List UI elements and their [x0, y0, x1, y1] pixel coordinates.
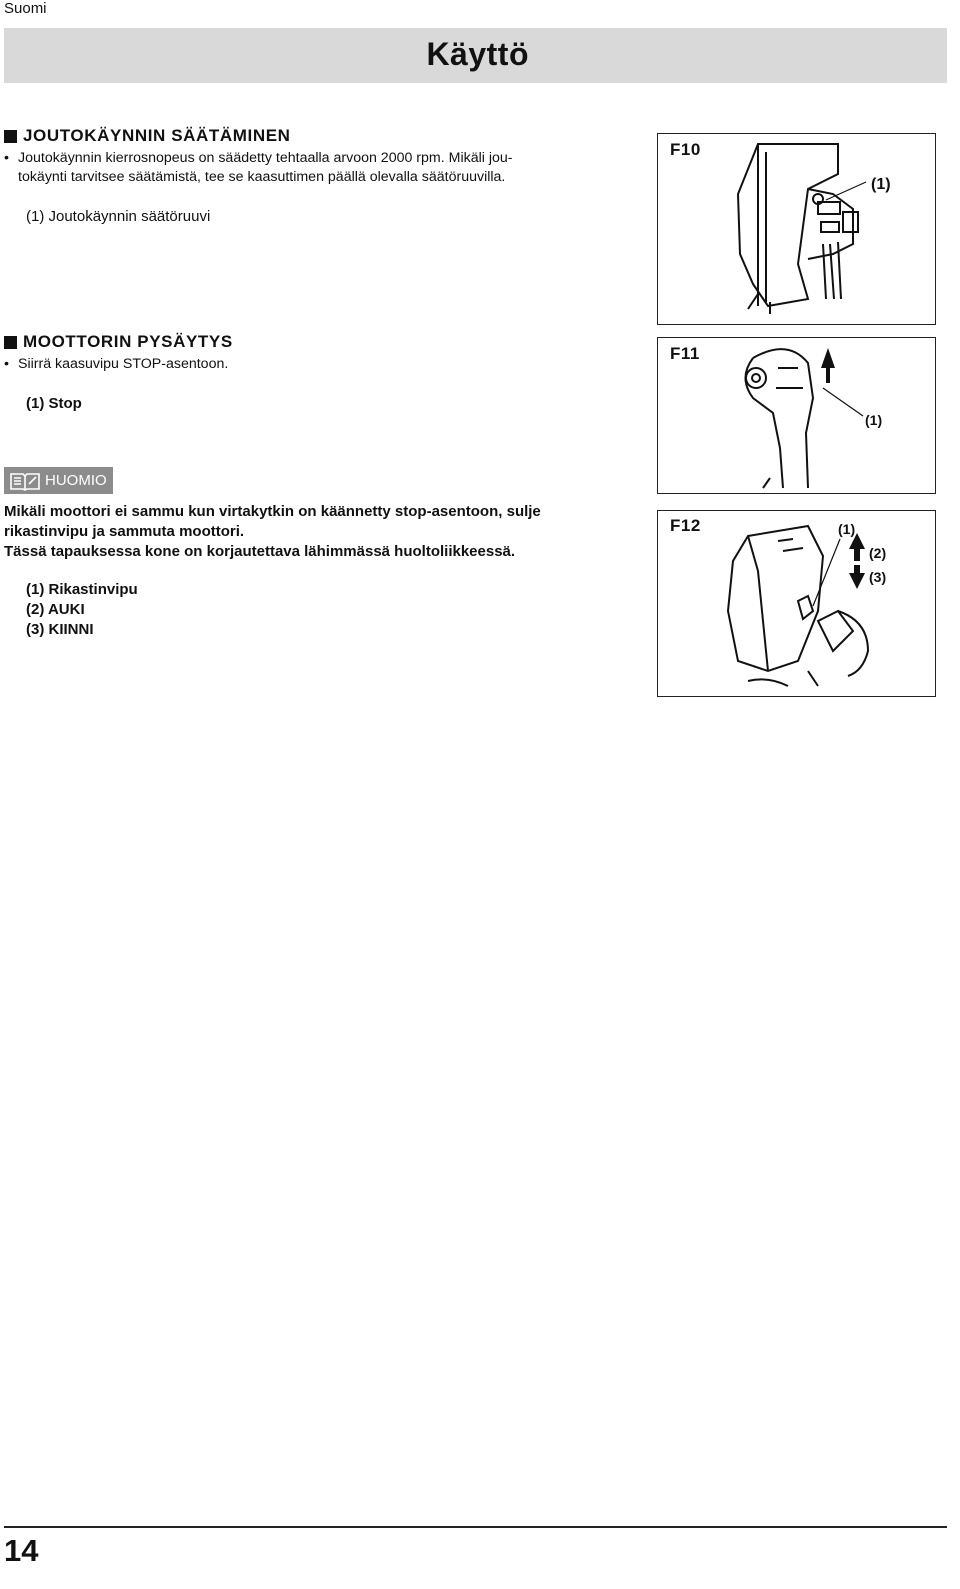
- choke-lever-illustration: [658, 511, 935, 696]
- figure-f12-callout-2: (2): [869, 545, 887, 561]
- note-legend: [26, 580, 138, 640]
- figure-f10-callout-1: (1): [871, 176, 891, 193]
- figure-f11-label: F11: [670, 344, 700, 363]
- note-badge-label: HUOMIO: [45, 472, 107, 489]
- figure-f12-label: F12: [670, 516, 701, 535]
- legend-stop: (1) Stop: [26, 395, 82, 412]
- page-number: 14: [4, 1533, 39, 1568]
- bullet-idle-line2: tokäynti tarvitsee säätämistä, tee se kaasuttimen päällä olevalla säätöruuvilla.: [18, 169, 506, 185]
- carburetor-illustration: [658, 134, 935, 324]
- bullet-stop-text: Siirrä kaasuvipu STOP-asentoon.: [18, 356, 229, 372]
- figure-f10: [657, 133, 936, 325]
- figure-f12-callout-3: (3): [869, 569, 887, 585]
- page-title: Käyttö: [426, 36, 529, 72]
- legend-choke-lever: (1) Rikastinvipu: [26, 581, 138, 598]
- note-line3: Tässä tapauksessa kone on korjautettava lähimmässä huoltoliikkeessä.: [4, 543, 516, 560]
- legend-open: (2) AUKI: [26, 601, 85, 618]
- figure-f10-label: F10: [670, 140, 701, 159]
- figure-f12-callout-1: (1): [838, 521, 856, 537]
- book-note-icon: [9, 470, 41, 492]
- footer-rule: [4, 1526, 947, 1528]
- section-heading-idle: [4, 126, 291, 146]
- bullet-stop: [4, 355, 604, 374]
- title-bar: [4, 28, 947, 83]
- heading-square-icon: [4, 336, 17, 349]
- bullet-dot-icon: •: [4, 356, 9, 372]
- note-text: [4, 502, 604, 562]
- language-label: Suomi: [4, 0, 47, 17]
- legend-closed: (3) KIINNI: [26, 621, 94, 638]
- figure-f11-callout-1: (1): [865, 412, 883, 428]
- section-heading-idle-text: JOUTOKÄYNNIN SÄÄTÄMINEN: [23, 126, 291, 145]
- figure-f12: [657, 510, 936, 697]
- note-badge: [4, 467, 113, 494]
- heading-square-icon: [4, 130, 17, 143]
- section-heading-stop-text: MOOTTORIN PYSÄYTYS: [23, 332, 233, 351]
- bullet-idle: [4, 149, 604, 187]
- bullet-dot-icon: •: [4, 150, 9, 166]
- section-heading-stop: [4, 332, 233, 352]
- bullet-idle-line1: Joutokäynnin kierrosnopeus on säädetty tehtaalla arvoon 2000 rpm. Mikäli jou-: [18, 150, 513, 166]
- figure-f11: [657, 337, 936, 494]
- legend-idle-screw: (1) Joutokäynnin säätöruuvi: [26, 208, 211, 225]
- note-line2: rikastinvipu ja sammuta moottori.: [4, 523, 245, 540]
- note-line1: Mikäli moottori ei sammu kun virtakytkin on käännetty stop-asentoon, sulje: [4, 503, 541, 520]
